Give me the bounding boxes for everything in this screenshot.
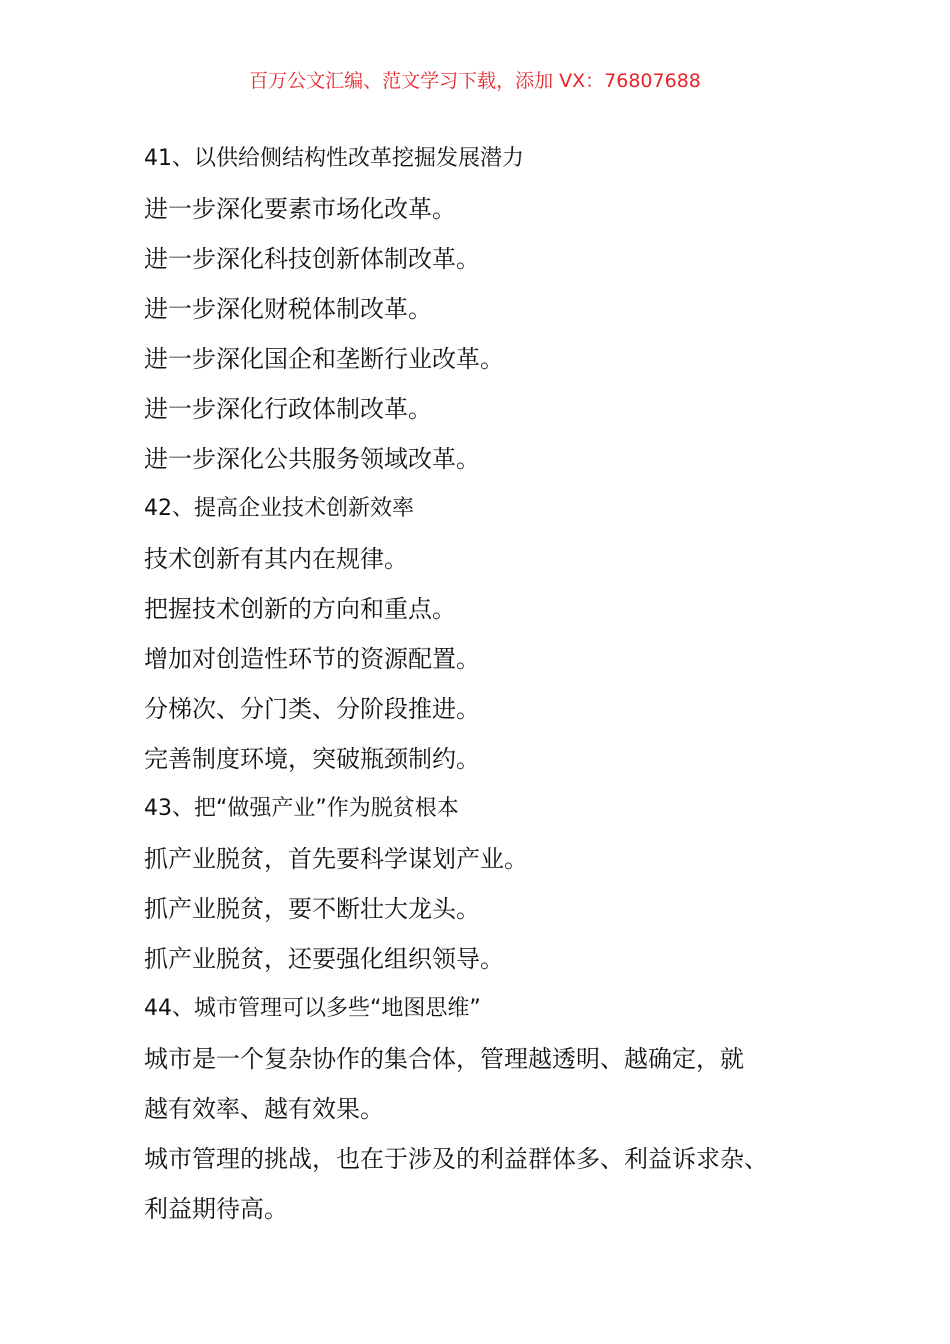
paragraph-line: 越有效率、越有效果。 bbox=[144, 1095, 384, 1123]
paragraph-line: 完善制度环境，突破瓶颈制约。 bbox=[144, 745, 480, 773]
paragraph-line: 抓产业脱贫，首先要科学谋划产业。 bbox=[144, 845, 528, 873]
section-heading-44: 44、城市管理可以多些“地图思维” bbox=[144, 996, 481, 1021]
paragraph-line: 分梯次、分门类、分阶段推进。 bbox=[144, 695, 480, 723]
paragraph-line: 进一步深化要素市场化改革。 bbox=[144, 195, 456, 223]
section-heading-41: 41、以供给侧结构性改革挖掘发展潜力 bbox=[144, 146, 524, 171]
paragraph-line: 进一步深化财税体制改革。 bbox=[144, 295, 432, 323]
paragraph-line: 把握技术创新的方向和重点。 bbox=[144, 595, 456, 623]
paragraph-line: 进一步深化科技创新体制改革。 bbox=[144, 245, 480, 273]
paragraph-line: 增加对创造性环节的资源配置。 bbox=[144, 645, 480, 673]
paragraph-line: 进一步深化国企和垄断行业改革。 bbox=[144, 345, 504, 373]
paragraph-line: 抓产业脱贫，要不断壮大龙头。 bbox=[144, 895, 480, 923]
paragraph-line: 城市是一个复杂协作的集合体，管理越透明、越确定，就 bbox=[144, 1045, 744, 1073]
paragraph-line: 技术创新有其内在规律。 bbox=[144, 545, 408, 573]
paragraph-line: 利益期待高。 bbox=[144, 1195, 288, 1223]
section-heading-42: 42、提高企业技术创新效率 bbox=[144, 496, 414, 521]
paragraph-line: 进一步深化公共服务领域改革。 bbox=[144, 445, 480, 473]
document-body bbox=[144, 134, 804, 1234]
paragraph-line: 进一步深化行政体制改革。 bbox=[144, 395, 432, 423]
header-watermark-text: 百万公文汇编、范文学习下载，添加 VX：76807688 bbox=[249, 70, 701, 92]
section-heading-43: 43、把“做强产业”作为脱贫根本 bbox=[144, 796, 459, 821]
paragraph-line: 抓产业脱贫，还要强化组织领导。 bbox=[144, 945, 504, 973]
paragraph-line: 城市管理的挑战，也在于涉及的利益群体多、利益诉求杂、 bbox=[144, 1145, 768, 1173]
